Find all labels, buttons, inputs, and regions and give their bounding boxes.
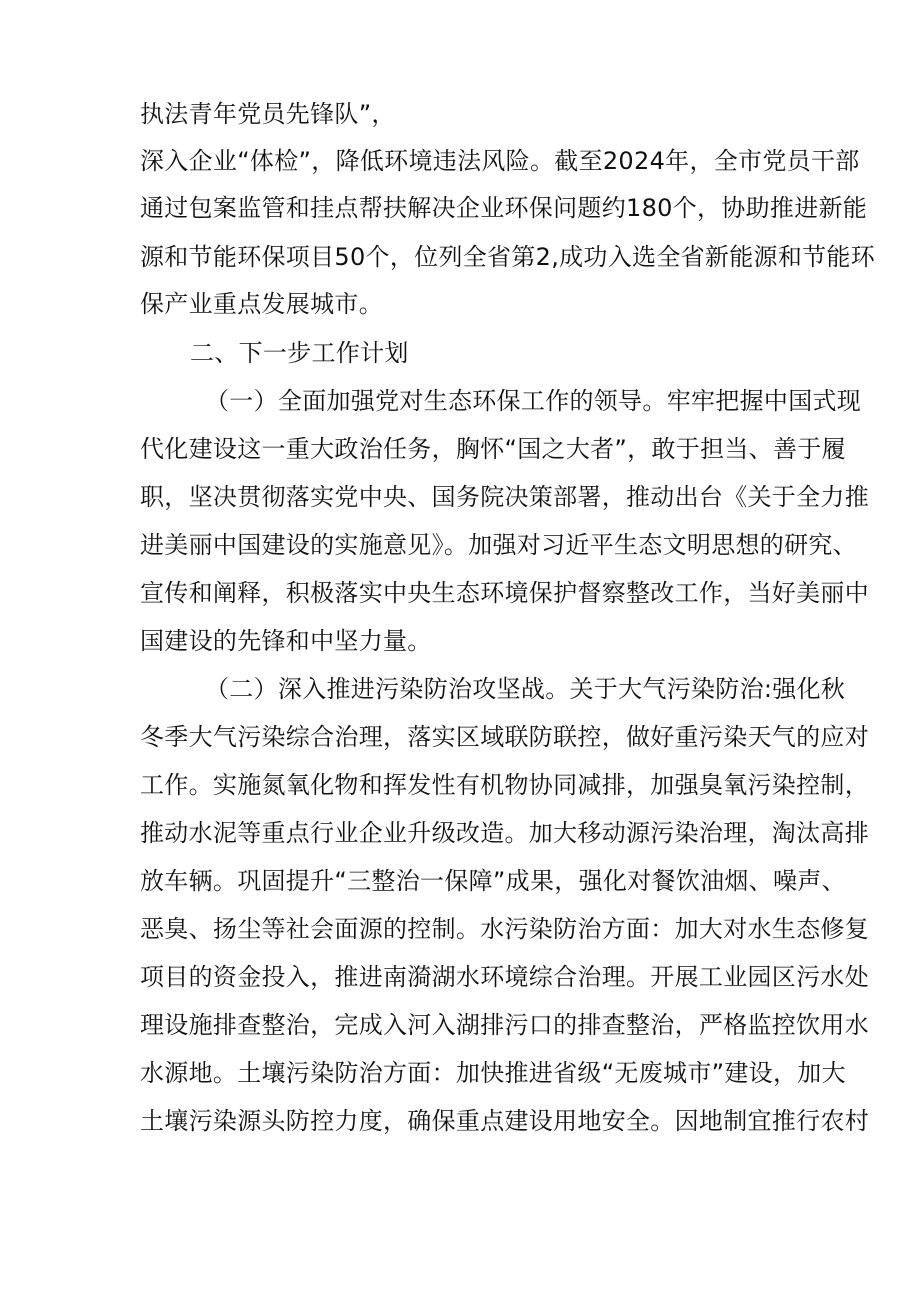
- text-line: 冬季大气污染综合治理，落实区域联防联控，做好重污染天气的应对: [140, 723, 869, 751]
- text-line: 通过包案监管和挂点帮扶解决企业环保问题约180个，协助推进新能: [140, 194, 868, 222]
- text-line: 执法青年党员先锋队”，: [140, 100, 396, 128]
- text-line: 水源地。土壤污染防治方面：加快推进省级“无废城市”建设，加大: [140, 1059, 846, 1087]
- text-line: 宣传和阐释，积极落实中央生态环境保护督察整改工作，当好美丽中: [140, 579, 869, 607]
- text-line: （一）全面加强党对生态环保工作的领导。牢牢把握中国式现: [205, 387, 862, 415]
- text-line: 恶臭、扬尘等社会面源的控制。水污染防治方面：加大对水生态修复: [140, 915, 869, 943]
- text-line: 职，坚决贯彻落实党中央、国务院决策部署，推动出台《关于全力推: [140, 483, 869, 511]
- text-line: 代化建设这一重大政治任务，胸怀“国之大者”，敢于担当、善于履: [140, 435, 846, 463]
- text-line: 深入企业“体检”，降低环境违法风险。截至2024年，全市党员干部: [140, 147, 860, 175]
- text-line: 放车辆。巩固提升“三整治一保障”成果，强化对餐饮油烟、噪声、: [140, 867, 846, 895]
- text-line: 国建设的先锋和中坚力量。: [140, 627, 432, 655]
- text-line: 理设施排查整治，完成入河入湖排污口的排查整治，严格监控饮用水: [140, 1011, 869, 1039]
- text-line: 推动水泥等重点行业企业升级改造。加大移动源污染治理，淘汰高排: [140, 819, 869, 847]
- text-line: 土壤污染源头防控力度，确保重点建设用地安全。因地制宜推行农村: [140, 1107, 869, 1135]
- text-line: 保产业重点发展城市。: [140, 290, 383, 318]
- text-line: 进美丽中国建设的实施意见》。加强对习近平生态文明思想的研究、: [140, 531, 857, 559]
- text-line: （二）深入推进污染防治攻坚战。关于大气污染防治:强化秋: [205, 675, 846, 703]
- text-line: 源和节能环保项目50个，位列全省第2,成功入选全省新能源和节能环: [140, 243, 876, 271]
- text-line: 工作。实施氮氧化物和挥发性有机物协同减排，加强臭氧污染控制，: [140, 771, 869, 799]
- section-heading: 二、下一步工作计划: [190, 339, 409, 367]
- text-line: 项目的资金投入，推进南漪湖水环境综合治理。开展工业园区污水处: [140, 963, 869, 991]
